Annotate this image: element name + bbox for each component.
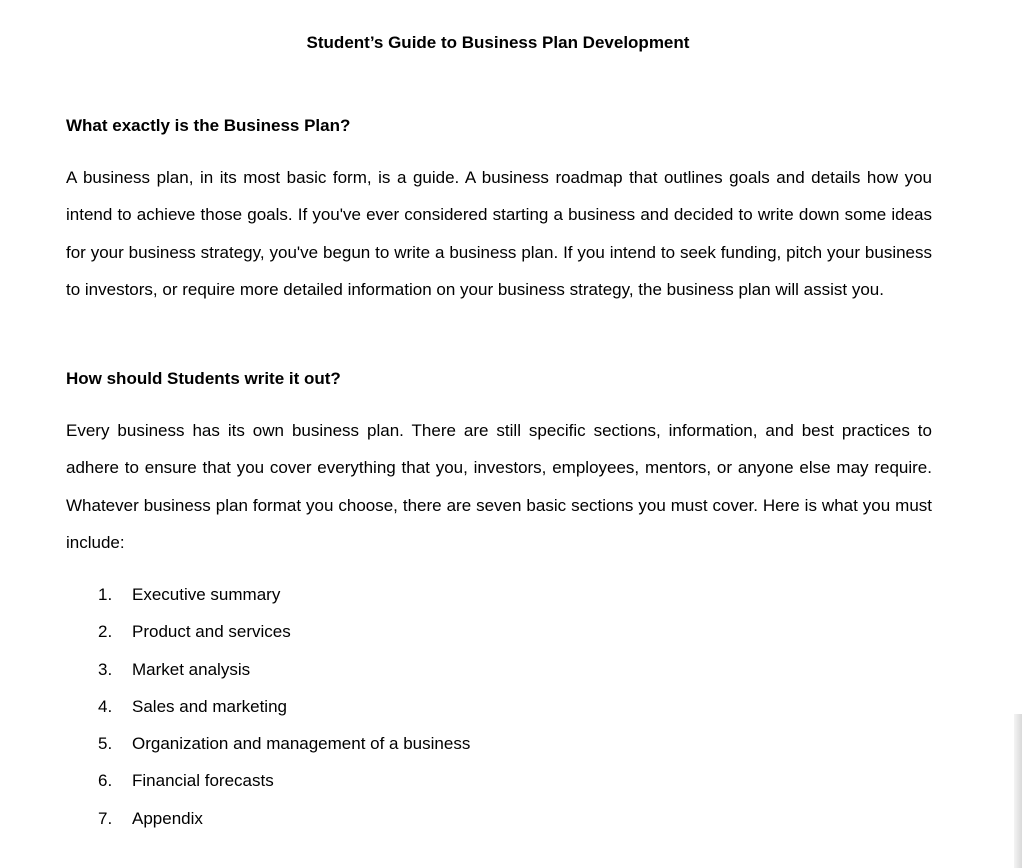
- list-item-text: Market analysis: [132, 659, 251, 679]
- list-item-text: Executive summary: [132, 585, 281, 604]
- list-item: [98, 613, 470, 650]
- list-item-text: Product and services: [132, 622, 291, 642]
- list-item-number: 2.: [98, 622, 113, 642]
- list-item-number: 3.: [98, 659, 113, 679]
- list-item-text: Organization and management of a business: [132, 734, 471, 754]
- list-item: [98, 651, 470, 688]
- section-paragraph-what-is-business-plan: A business plan, in its most basic form, is a guide. A business roadmap that outlines goals and details how you intend to achieve those goals. If you've ever considered starting a business and decided to write down some ideas for your business strategy, you've begun to write a business plan. If you intend to seek funding, pitch your business to investors, or require more detailed information on your business strategy, the business plan will assist you.: [66, 168, 932, 300]
- list-item-number: 5.: [98, 734, 113, 754]
- list-item-number: 4.: [98, 696, 113, 716]
- document-title: Student’s Guide to Business Plan Development: [306, 33, 690, 52]
- section-paragraph-how-to-write: Every business has its own business plan. There are still specific sections, information, and best practices to adhere to ensure that you cover everything that you, investors, employees, mentors, or anyone else may require. Whatever business plan format you choose, there are seven basic sections you must cover. Here is what you must include:: [66, 421, 932, 553]
- required-sections-list: [98, 576, 470, 837]
- section-heading-how-to-write: How should Students write it out?: [66, 369, 341, 388]
- next-page-edge: [1014, 714, 1022, 868]
- list-item-text: Financial forecasts: [132, 771, 274, 791]
- list-item-number: 7.: [98, 808, 113, 828]
- list-item-text: Sales and marketing: [132, 696, 287, 716]
- list-item: [98, 800, 470, 837]
- list-item: [98, 688, 470, 725]
- list-item: [98, 762, 470, 799]
- list-item: [98, 725, 470, 762]
- list-item-text: Appendix: [132, 808, 203, 828]
- list-item-number: 6.: [98, 771, 113, 791]
- list-item: [98, 576, 470, 613]
- list-item-number: 1.: [98, 585, 113, 604]
- section-heading-what-is-business-plan: What exactly is the Business Plan?: [66, 116, 351, 135]
